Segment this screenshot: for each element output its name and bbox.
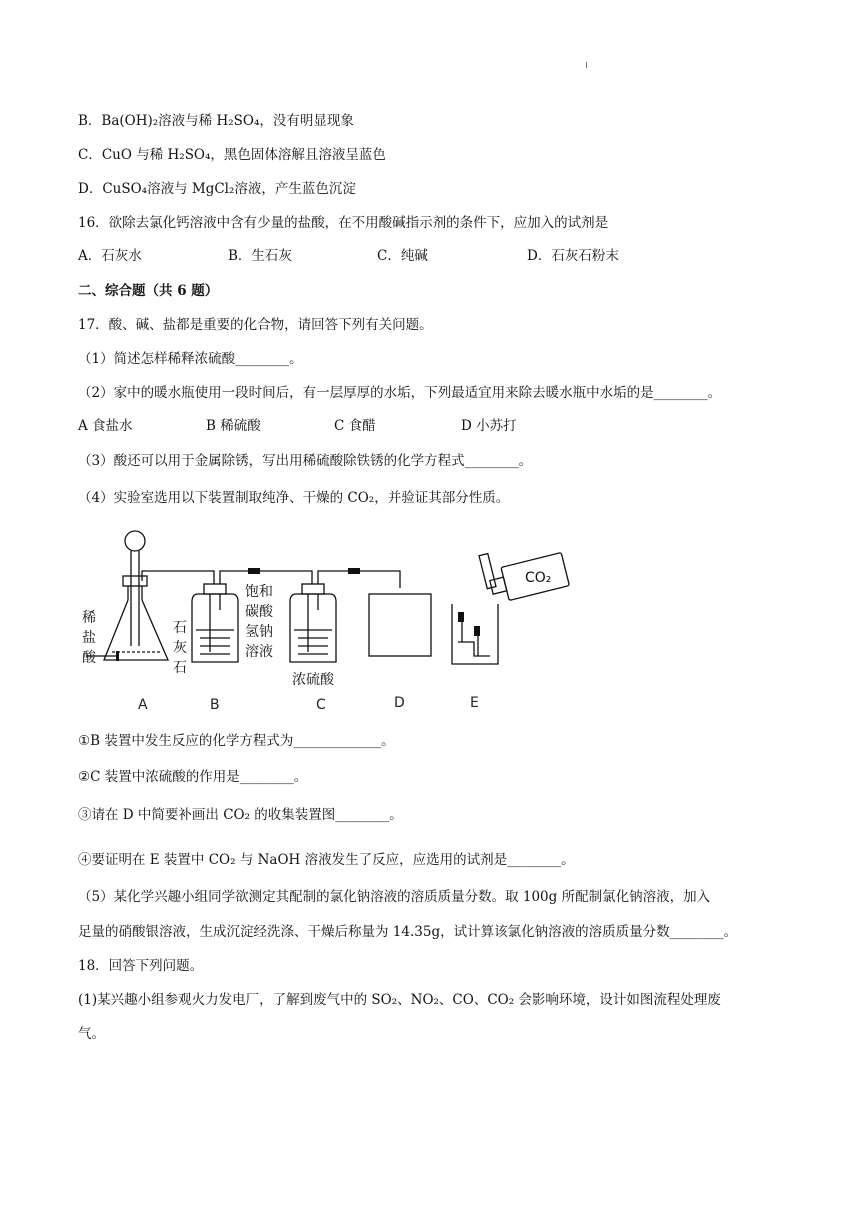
label-acid-3: 酸	[82, 650, 96, 666]
q17-part-4: （4）实验室选用以下装置制取纯净、干燥的 CO₂，并验证其部分性质。	[78, 490, 510, 506]
caption-c: C	[316, 697, 326, 713]
label-acid-2: 盐	[82, 630, 96, 646]
q18-stem: 18．回答下列问题。	[78, 958, 204, 974]
q17-4-sub-3: ③请在 D 中简要补画出 CO₂ 的收集装置图________。	[78, 807, 403, 823]
caption-d: D	[394, 695, 405, 711]
apparatus-diagram	[78, 524, 598, 720]
label-acid-1: 稀	[82, 610, 96, 626]
q17-part-5-line-2: 足量的硝酸银溶液，生成沉淀经洗涤、干燥后称量为 14.35g，试计算该氯化钠溶液的溶质质量分数________。	[78, 924, 738, 940]
q16-option-c: C．纯碱	[377, 248, 428, 264]
q17-2-option-a: A 食盐水	[78, 418, 133, 434]
label-lime-2: 灰	[173, 640, 187, 656]
section-heading: 二、综合题（共 6 题）	[78, 283, 219, 299]
page-mark	[586, 62, 587, 68]
q15-option-d: D．CuSO₄溶液与 MgCl₂溶液，产生蓝色沉淀	[78, 181, 356, 197]
q17-2-option-d: D 小苏打	[461, 418, 517, 434]
q16-option-a: A．石灰水	[78, 248, 142, 264]
label-lime-1: 石	[173, 620, 187, 636]
q17-4-sub-2: ②C 装置中浓硫酸的作用是________。	[78, 769, 308, 785]
q16-option-d: D．石灰石粉末	[527, 248, 619, 264]
q18-part-1-line-2: 气。	[78, 1026, 105, 1042]
label-lime-3: 石	[173, 660, 187, 676]
caption-e: E	[470, 695, 479, 711]
q17-4-sub-4: ④要证明在 E 装置中 CO₂ 与 NaOH 溶液发生了反应，应选用的试剂是________。	[78, 852, 575, 868]
q17-4-sub-1: ①B 装置中发生反应的化学方程式为_____________。	[78, 733, 395, 749]
label-conc-sulfuric: 浓硫酸	[292, 672, 334, 688]
label-co2: CO₂	[525, 570, 552, 586]
q17-part-5-line-1: （5）某化学兴趣小组同学欲测定其配制的氯化钠溶液的溶质质量分数。取 100g 所配制氯化钠溶液，加入	[78, 889, 711, 905]
q17-part-1: （1）简述怎样稀释浓硫酸________。	[78, 351, 303, 367]
q17-part-3: （3）酸还可以用于金属除锈，写出用稀硫酸除铁锈的化学方程式________。	[78, 453, 533, 469]
q15-option-c: C．CuO 与稀 H₂SO₄，黑色固体溶解且溶液呈蓝色	[78, 147, 386, 163]
caption-b: B	[210, 697, 220, 713]
q17-stem: 17．酸、碱、盐都是重要的化合物，请回答下列有关问题。	[78, 317, 433, 333]
q15-option-b: B．Ba(OH)₂溶液与稀 H₂SO₄，没有明显现象	[78, 113, 354, 129]
q17-2-option-c: C 食醋	[334, 418, 376, 434]
caption-a: A	[138, 697, 148, 713]
q16-stem: 16．欲除去氯化钙溶液中含有少量的盐酸，在不用酸碱指示剂的条件下，应加入的试剂是	[78, 215, 609, 231]
q17-part-2: （2）家中的暖水瓶使用一段时间后，有一层厚厚的水垢，下列最适宜用来除去暖水瓶中水垢的是________。	[78, 385, 722, 401]
q17-2-option-b: B 稀硫酸	[206, 418, 261, 434]
label-saturated-1: 饱和	[245, 584, 273, 600]
label-saturated-4: 溶液	[245, 644, 273, 660]
q18-part-1-line-1: (1)某兴趣小组参观火力发电厂，了解到废气中的 SO₂、NO₂、CO、CO₂ 会影响环境，设计如图流程处理废	[78, 992, 721, 1008]
label-saturated-2: 碳酸	[245, 604, 273, 620]
q16-option-b: B．生石灰	[228, 248, 292, 264]
label-saturated-3: 氢钠	[245, 624, 273, 640]
